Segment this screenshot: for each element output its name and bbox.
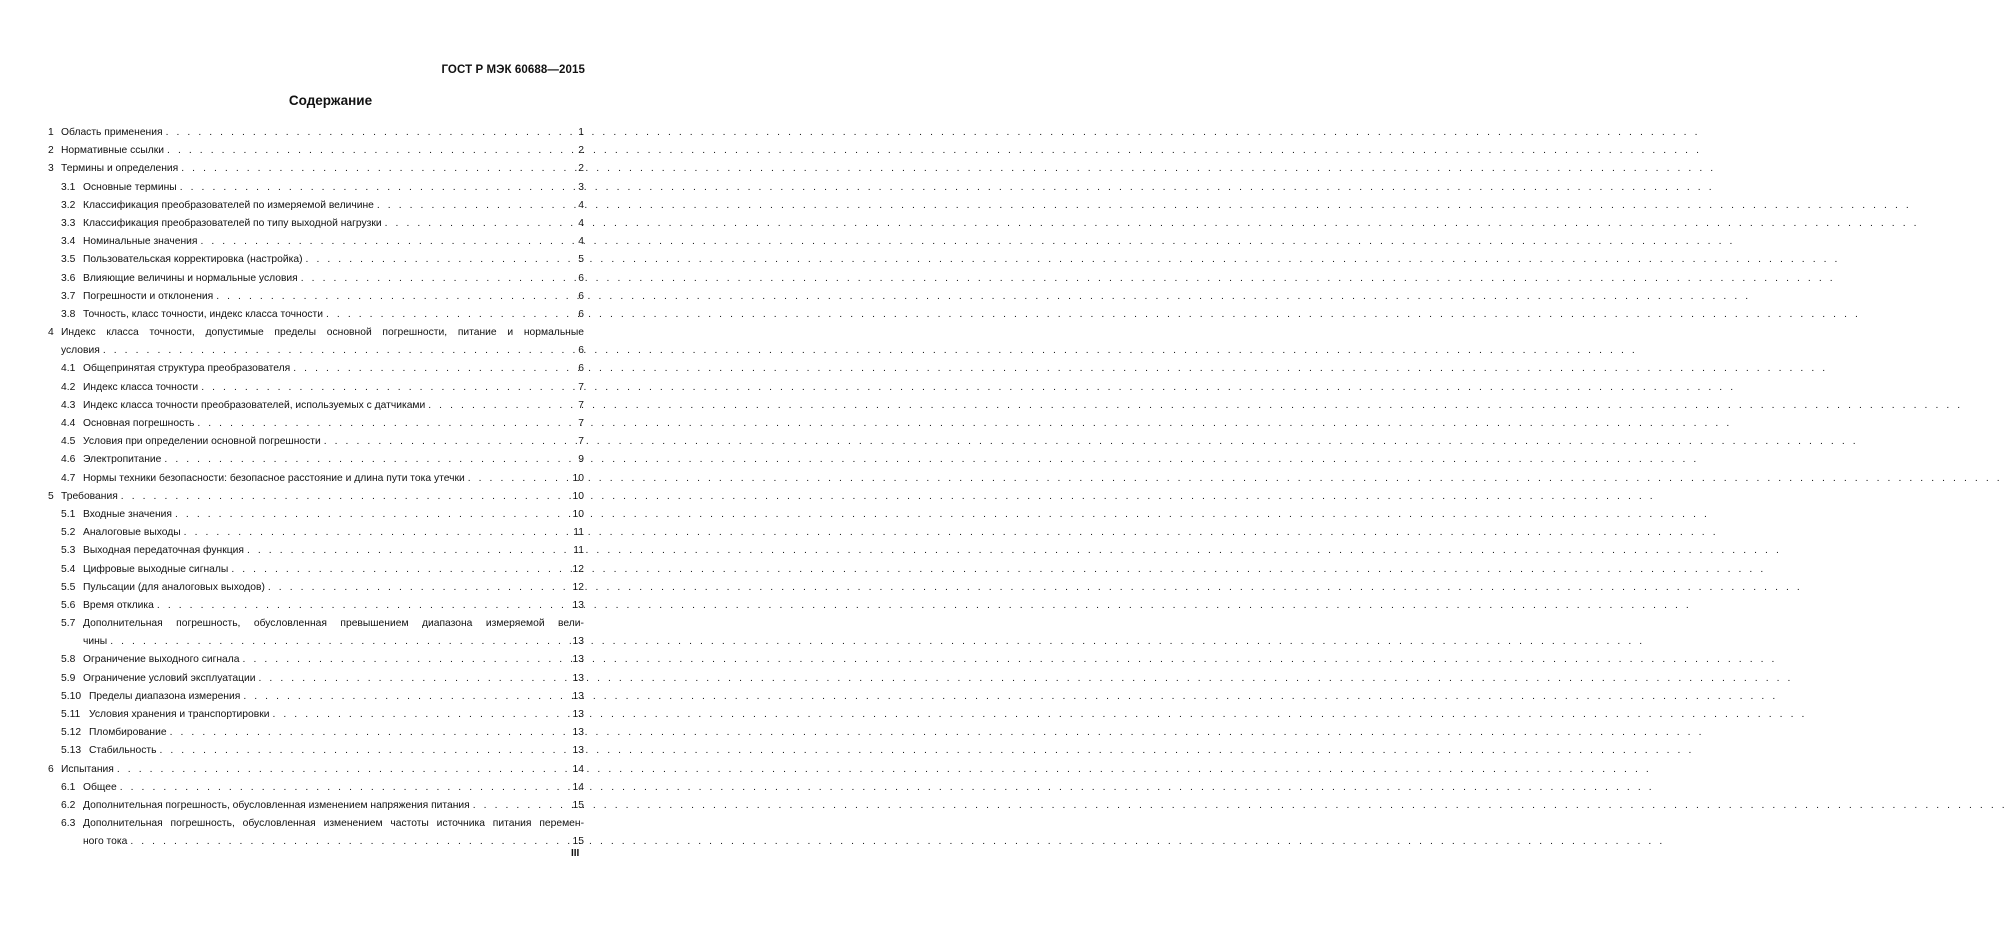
toc-entry-number: 3.2 [61, 199, 76, 211]
toc-entry[interactable] [48, 597, 584, 615]
toc-page-number: 15 [572, 836, 584, 848]
toc-entry-number: 3.5 [61, 254, 76, 266]
toc-entry-title: Пульсации (для аналоговых выходов) [83, 581, 265, 593]
toc-entry-title: Точность, класс точности, индекс класса точности [83, 308, 323, 320]
toc-entry-title-cont: чины [83, 636, 108, 648]
document-code-header: ГОСТ Р МЭК 60688—2015 [441, 64, 585, 76]
toc-entry[interactable] [48, 488, 584, 506]
toc-entry-number: 4 [48, 327, 54, 339]
toc-entry-title: Номинальные значения [83, 236, 198, 248]
leader-dots [117, 779, 570, 797]
toc-entry[interactable] [48, 233, 584, 251]
toc-entry-title: Общее [83, 781, 117, 793]
toc-page-number: 2 [578, 145, 584, 157]
toc-page-number: 6 [578, 345, 584, 357]
toc-entry-number: 5.7 [61, 618, 76, 630]
leader-dots [177, 179, 570, 197]
leader-dots [107, 633, 570, 651]
toc-entry-number: 2 [48, 145, 54, 157]
toc-entry[interactable] [48, 415, 584, 433]
toc-entry-continuation[interactable] [48, 633, 584, 651]
toc-entry-number: 4.2 [61, 381, 76, 393]
leader-dots [114, 761, 570, 779]
toc-entry[interactable] [48, 433, 584, 451]
toc-page-number: 6 [578, 272, 584, 284]
leader-dots [323, 306, 570, 324]
toc-entry[interactable] [48, 688, 584, 706]
leader-dots [465, 470, 570, 488]
toc-entry[interactable] [48, 124, 584, 142]
toc-entry[interactable] [48, 379, 584, 397]
leader-dots [374, 197, 570, 215]
leader-dots [194, 415, 570, 433]
leader-dots [470, 797, 570, 815]
toc-entry[interactable] [48, 761, 584, 779]
toc-entry[interactable] [48, 160, 584, 178]
toc-entry-continuation[interactable] [48, 342, 584, 360]
leader-dots [154, 597, 570, 615]
toc-entry-number: 3.4 [61, 236, 76, 248]
toc-entry-number: 5.5 [61, 581, 76, 593]
leader-dots [164, 142, 570, 160]
toc-entry[interactable] [48, 561, 584, 579]
toc-entry-number: 3.8 [61, 308, 76, 320]
toc-entry-title: Индекс класса точности преобразователей, используемых с датчиками [83, 399, 426, 411]
toc-entry-title: Влияющие величины и нормальные условия [83, 272, 298, 284]
toc-entry-number: 5.13 [61, 745, 82, 757]
toc-entry-title: Входные значения [83, 508, 172, 520]
page-title: Содержание [288, 93, 373, 108]
toc-entry-number: 4.1 [61, 363, 76, 375]
toc-page-number: 11 [573, 545, 584, 557]
leader-dots [156, 742, 570, 760]
toc-page-number: 13 [572, 727, 584, 739]
toc-page-number: 7 [578, 436, 584, 448]
toc-entry-title: Испытания [61, 763, 114, 775]
toc-entry-title: Основные термины [83, 181, 177, 193]
toc-entry-number: 6.2 [61, 799, 76, 811]
document-page [0, 0, 661, 936]
toc-entry-number: 5 [48, 490, 54, 502]
toc-entry[interactable] [48, 251, 584, 269]
toc-page-number: 6 [578, 363, 584, 375]
toc-entry[interactable] [48, 397, 584, 415]
toc-page-number: 14 [572, 781, 584, 793]
leader-dots [265, 579, 570, 597]
toc-entry[interactable] [48, 324, 584, 342]
toc-entry[interactable] [48, 579, 584, 597]
toc-entry-title: Пределы диапазона измерения [89, 690, 241, 702]
toc-page-number: 6 [578, 308, 584, 320]
toc-entry-number: 4.7 [61, 472, 76, 484]
leader-dots [213, 288, 570, 306]
toc-page-number: 3 [578, 181, 584, 193]
toc-entry-title: Дополнительная погрешность, обусловленная изменением частоты источника питания перемен- [83, 818, 584, 830]
page-number-roman: III [571, 848, 580, 859]
toc-page-number: 10 [572, 490, 584, 502]
toc-entry[interactable] [48, 651, 584, 669]
toc-entry[interactable] [48, 197, 584, 215]
toc-page-number: 12 [572, 563, 584, 575]
toc-entry-number: 1 [48, 127, 54, 138]
toc-entry-number: 3.7 [61, 290, 76, 302]
leader-dots [172, 506, 570, 524]
toc-entry-title: Нормы техники безопасности: безопасное расстояние и длина пути тока утечки [83, 472, 465, 484]
toc-page-number: 5 [578, 254, 584, 266]
toc-entry[interactable] [48, 215, 584, 233]
toc-page-number: 13 [572, 654, 584, 666]
toc-page-number: 2 [578, 163, 584, 175]
toc-entry-number: 4.4 [61, 418, 76, 429]
toc-page-number: 14 [572, 763, 584, 775]
leader-dots [178, 160, 570, 178]
toc-entry-title: Индекс класса точности [83, 381, 199, 393]
leader-dots [167, 724, 570, 742]
toc-entry-title: Ограничение выходного сигнала [83, 654, 240, 666]
toc-entry-number: 5.10 [61, 690, 82, 702]
toc-page-number: 10 [572, 508, 584, 520]
toc-entry[interactable] [48, 815, 584, 833]
toc-entry[interactable] [48, 288, 584, 306]
leader-dots [198, 379, 570, 397]
toc-page-number: 10 [572, 472, 584, 484]
toc-entry-title: Классификация преобразователей по измеряемой величине [83, 199, 374, 211]
toc-entry-number: 4.6 [61, 454, 76, 466]
toc-entry-title: Время отклика [83, 599, 154, 611]
toc-entry[interactable] [48, 542, 584, 560]
toc-entry-continuation[interactable] [48, 833, 584, 851]
leader-dots [100, 342, 570, 360]
leader-dots [118, 488, 570, 506]
toc-entry[interactable] [48, 270, 584, 288]
toc-page-number: 6 [578, 290, 584, 302]
toc-entry[interactable] [48, 179, 584, 197]
toc-entry-number: 5.8 [61, 654, 76, 666]
toc-entry-title: Погрешности и отклонения [83, 290, 214, 302]
leader-dots [269, 706, 570, 724]
toc-entry-number: 6.3 [61, 818, 76, 830]
toc-entry-number: 5.2 [61, 527, 76, 539]
leader-dots [321, 433, 570, 451]
toc-entry-number: 5.11 [61, 709, 81, 720]
toc-entry-title: Пользовательская корректировка (настройка) [83, 254, 303, 266]
leader-dots [382, 215, 570, 233]
toc-page-number: 15 [572, 799, 584, 811]
toc-entry-number: 3.1 [61, 181, 76, 193]
toc-entry[interactable] [48, 615, 584, 633]
toc-page-number: 4 [578, 199, 584, 211]
toc-entry-title-cont: ного тока [83, 836, 128, 848]
toc-entry-number: 5.12 [61, 727, 82, 739]
toc-entry[interactable] [48, 797, 584, 815]
toc-entry-title: Условия при определении основной погрешности [83, 436, 321, 448]
leader-dots [181, 524, 570, 542]
toc-page-number: 7 [578, 399, 584, 411]
leader-dots [298, 270, 570, 288]
leader-dots [425, 397, 570, 415]
toc-entry-title: Область применения [61, 127, 163, 138]
toc-entry-title-cont: условия [61, 345, 100, 357]
toc-entry-number: 5.4 [61, 563, 76, 575]
toc-entry-title: Дополнительная погрешность, обусловленная превышением диапазона измеряемой вели- [83, 618, 584, 630]
toc-entry[interactable] [48, 306, 584, 324]
toc-entry[interactable] [48, 451, 584, 469]
toc-entry-title: Стабильность [89, 745, 157, 757]
toc-entry-title: Индекс класса точности, допустимые пределы основной погрешности, питание и нормальные [61, 327, 584, 339]
toc-entry-number: 3.6 [61, 272, 76, 284]
toc-page-number: 7 [578, 381, 584, 393]
toc-entry-number: 5.6 [61, 599, 76, 611]
toc-entry-title: Требования [61, 490, 118, 502]
toc-page-number: 13 [572, 690, 584, 702]
toc-page-number: 4 [578, 236, 584, 248]
toc-entry-title: Дополнительная погрешность, обусловленная изменением напряжения питания [83, 799, 470, 811]
toc-entry[interactable] [48, 742, 584, 760]
toc-entry[interactable] [48, 779, 584, 797]
toc-page-number: 9 [578, 454, 584, 466]
toc-entry-title: Условия хранения и транспортировки [89, 709, 270, 720]
leader-dots [240, 688, 570, 706]
toc-entry-title: Ограничение условий эксплуатации [83, 672, 256, 684]
toc-entry-title: Электропитание [83, 454, 162, 466]
leader-dots [163, 124, 570, 142]
toc-entry-title: Нормативные ссылки [61, 145, 165, 157]
toc-entry[interactable] [48, 142, 584, 160]
toc-entry-number: 5.3 [61, 545, 76, 557]
toc-entry-number: 3.3 [61, 217, 76, 229]
toc-entry-title: Аналоговые выходы [83, 527, 181, 539]
toc-entry-number: 6.1 [61, 781, 76, 793]
toc-entry[interactable] [48, 506, 584, 524]
toc-page-number: 1 [578, 127, 584, 138]
toc-entry[interactable] [48, 670, 584, 688]
toc-entry-number: 4.5 [61, 436, 76, 448]
toc-page-number: 4 [578, 217, 584, 229]
toc-entry-title: Общепринятая структура преобразователя [83, 363, 291, 375]
toc-entry-number: 4.3 [61, 399, 76, 411]
toc-entry-title: Выходная передаточная функция [83, 545, 244, 557]
toc-entry[interactable] [48, 724, 584, 742]
leader-dots [244, 542, 570, 560]
toc-page-number: 7 [578, 418, 584, 429]
toc-entry[interactable] [48, 470, 584, 488]
leader-dots [303, 251, 570, 269]
toc-entry-number: 3 [48, 163, 54, 175]
toc-entry[interactable] [48, 524, 584, 542]
toc-entry-number: 5.1 [61, 508, 76, 520]
leader-dots [127, 833, 570, 851]
leader-dots [290, 360, 570, 378]
table-of-contents [48, 124, 584, 852]
toc-entry-title: Термины и определения [61, 163, 179, 175]
toc-page-number: 11 [573, 527, 584, 539]
toc-entry-title: Цифровые выходные сигналы [83, 563, 229, 575]
toc-entry[interactable] [48, 360, 584, 378]
leader-dots [197, 233, 570, 251]
leader-dots [228, 561, 570, 579]
toc-page-number: 12 [572, 581, 584, 593]
leader-dots [161, 451, 570, 469]
leader-dots [256, 670, 570, 688]
toc-page-number: 13 [572, 636, 584, 648]
toc-entry-title: Основная погрешность [83, 418, 195, 429]
toc-page-number: 13 [572, 599, 584, 611]
toc-page-number: 13 [572, 709, 584, 720]
toc-entry-title: Классификация преобразователей по типу выходной нагрузки [83, 217, 382, 229]
toc-entry[interactable] [48, 706, 584, 724]
leader-dots [240, 651, 570, 669]
toc-page-number: 13 [572, 672, 584, 684]
toc-page-number: 13 [572, 745, 584, 757]
toc-entry-number: 5.9 [61, 672, 76, 684]
toc-entry-number: 6 [48, 763, 54, 775]
toc-entry-title: Пломбирование [89, 727, 167, 739]
